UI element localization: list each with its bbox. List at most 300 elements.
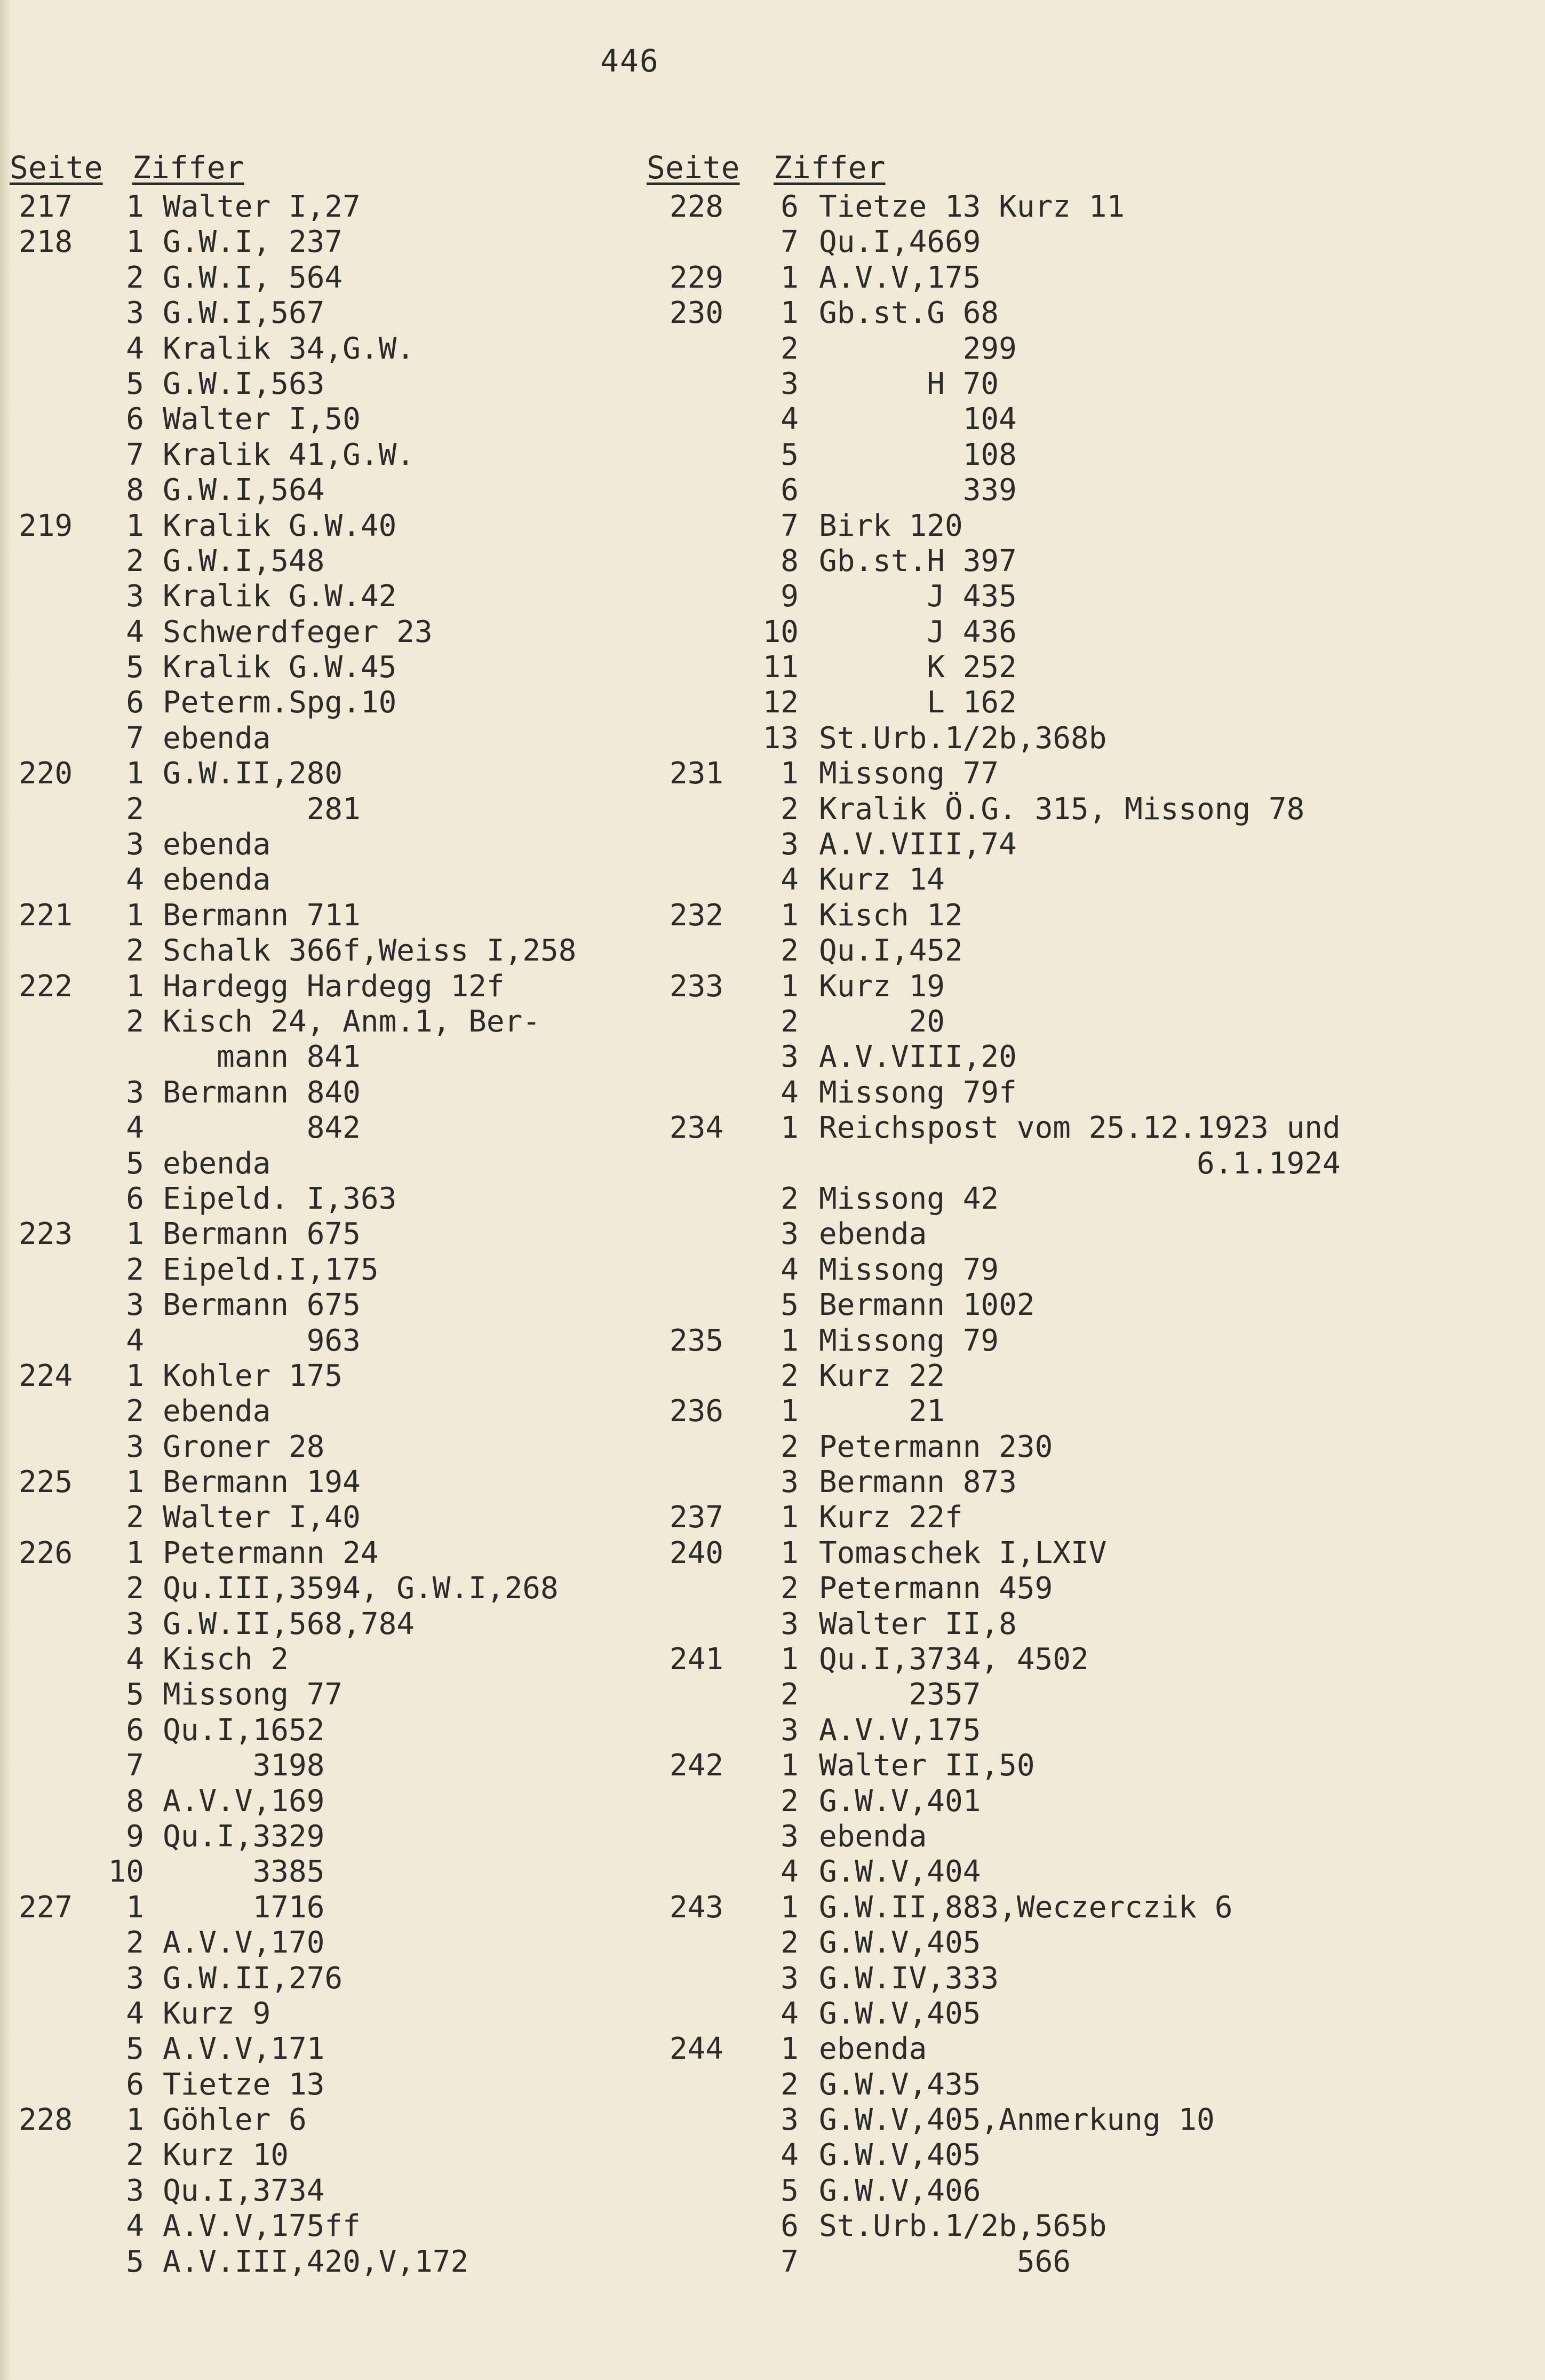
ziffer-number: 3 [781,1040,799,1075]
ziffer-number: 6 [781,473,799,508]
ziffer-number: 1 [126,898,144,933]
reference-text: St.Urb.1/2b,368b [819,720,1107,756]
seite-number: 222 [19,969,73,1004]
reference-text: Bermann 675 [163,1288,361,1323]
ziffer-number: 2 [126,1500,144,1535]
ziffer-number: 5 [781,1288,799,1323]
ziffer-number: 5 [126,1677,144,1712]
reference-text: Missong 77 [163,1677,343,1712]
ziffer-number: 10 [762,614,799,649]
ziffer-number: 2 [126,933,144,969]
reference-text: Bermann 873 [819,1465,1017,1500]
index-row [640,615,1542,650]
index-row [640,1961,1542,1996]
reference-text: 104 [819,402,1017,437]
index-row [640,1819,1542,1854]
index-row [0,2103,651,2138]
ziffer-number: 8 [126,473,144,508]
ziffer-number: 2 [126,1394,144,1429]
ziffer-number: 2 [781,1181,799,1216]
index-row [0,792,651,827]
index-row [640,1854,1542,1890]
seite-number: 227 [19,1890,73,1925]
index-row [0,1536,651,1571]
reference-text: Qu.I,3329 [163,1819,325,1854]
index-row [0,898,651,933]
reference-text: Qu.I,4669 [819,225,981,260]
reference-text: A.V.VIII,74 [819,827,1017,862]
reference-text: G.W.II,276 [163,1961,343,1996]
ziffer-number: 3 [781,1961,799,1996]
reference-text: Kurz 22f [819,1500,963,1535]
index-row [0,1642,651,1677]
ziffer-number: 2 [781,1925,799,1961]
ziffer-number: 2 [781,2067,799,2102]
index-row [0,933,651,969]
reference-text: A.V.V,175 [819,1712,981,1748]
left-seite-header: Seite [10,149,103,186]
ziffer-number: 5 [126,650,144,685]
ziffer-number: 4 [126,331,144,366]
reference-text: G.W.I,567 [163,296,325,331]
ziffer-number: 1 [126,1465,144,1500]
reference-text: G.W.I, 237 [163,225,343,260]
reference-text: ebenda [163,1146,271,1181]
index-row [640,1607,1542,1642]
seite-number: 241 [670,1642,724,1677]
reference-text: Hardegg Hardegg 12f [163,969,505,1004]
ziffer-number: 2 [126,2138,144,2173]
reference-text: Missong 79f [819,1075,1017,1110]
reference-text: Kisch 24, Anm.1, Ber- [163,1004,541,1039]
reference-text: Kralik G.W.42 [163,579,397,614]
reference-text: Eipeld.I,175 [163,1252,379,1287]
ziffer-number: 1 [126,1217,144,1252]
index-row [0,1040,651,1075]
ziffer-number: 1 [126,969,144,1004]
seite-number: 242 [670,1748,724,1783]
index-row [640,2032,1542,2067]
reference-text: Peterm.Spg.10 [163,685,397,720]
index-row [640,1500,1542,1535]
seite-number: 225 [19,1465,73,1500]
reference-text: G.W.V,405 [819,1925,981,1961]
index-row [640,1677,1542,1712]
reference-text: Groner 28 [163,1429,325,1464]
reference-text: Bermann 675 [163,1217,361,1252]
reference-text: ebenda [163,827,271,862]
ziffer-number: 4 [781,402,799,437]
ziffer-number: 1 [781,1890,799,1925]
index-row [640,969,1542,1004]
ziffer-number: 5 [126,366,144,401]
index-row [0,1571,651,1606]
reference-text: Kohler 175 [163,1358,343,1393]
seite-number: 226 [19,1535,73,1570]
index-row [640,260,1542,296]
reference-text: G.W.IV,333 [819,1961,999,1996]
seite-number: 234 [670,1110,724,1146]
index-row [640,1996,1542,2032]
index-row [0,1500,651,1535]
ziffer-number: 11 [762,650,799,685]
ziffer-number: 2 [781,1004,799,1039]
ziffer-number: 2 [126,791,144,827]
reference-text: G.W.V,404 [819,1854,981,1890]
ziffer-number: 3 [781,1712,799,1748]
ziffer-number: 9 [126,1819,144,1854]
seite-number: 231 [670,756,724,791]
ziffer-number: 9 [781,579,799,614]
index-row [640,2138,1542,2173]
index-row [640,2067,1542,2103]
index-row [640,1430,1542,1465]
ziffer-number: 6 [126,1712,144,1748]
ziffer-number: 3 [126,827,144,862]
ziffer-number: 5 [781,2173,799,2208]
ziffer-number: 4 [781,1854,799,1890]
index-row [0,1854,651,1890]
index-row [0,1394,651,1429]
ziffer-number: 2 [126,543,144,578]
index-row [0,862,651,898]
ziffer-number: 2 [781,1783,799,1819]
reference-text: 6.1.1924 [819,1146,1341,1181]
index-row [640,1110,1542,1146]
seite-number: 233 [670,969,724,1004]
index-row [640,1571,1542,1606]
reference-text: G.W.II,568,784 [163,1606,415,1641]
ziffer-number: 5 [126,2244,144,2279]
index-row [0,473,651,508]
index-row [0,685,651,720]
reference-text: 566 [819,2244,1071,2279]
ziffer-number: 3 [781,827,799,862]
reference-text: ebenda [163,1394,271,1429]
reference-text: Kralik 41,G.W. [163,437,415,472]
reference-text: Reichspost vom 25.12.1923 und [819,1110,1341,1146]
reference-text: A.V.V,171 [163,2032,325,2067]
index-row [640,650,1542,685]
reference-text: Kurz 9 [163,1996,271,2031]
index-row [0,650,651,685]
index-row [640,1713,1542,1748]
reference-text: Göhler 6 [163,2103,307,2138]
index-row [0,1784,651,1819]
index-row [0,2032,651,2067]
index-row [640,756,1542,791]
ziffer-number: 6 [781,2209,799,2244]
ziffer-number: 6 [126,1181,144,1216]
ziffer-number: 4 [781,862,799,898]
ziffer-number: 1 [781,898,799,933]
ziffer-number: 1 [781,1323,799,1358]
ziffer-number: 2 [126,1252,144,1287]
reference-text: J 435 [819,579,1017,614]
index-row [640,509,1542,544]
index-row [0,969,651,1004]
reference-text: Tomaschek I,LXIV [819,1535,1107,1570]
ziffer-number: 7 [781,225,799,260]
seite-number: 219 [19,508,73,543]
index-row [640,1075,1542,1110]
ziffer-number: 4 [126,1323,144,1358]
index-row [640,862,1542,898]
index-row [0,1819,651,1854]
reference-text: Petermann 230 [819,1429,1053,1464]
reference-text: G.W.I,563 [163,366,325,401]
index-row [640,1146,1542,1181]
index-row [640,225,1542,260]
ziffer-number: 1 [781,260,799,295]
reference-text: Kisch 2 [163,1642,289,1677]
index-row [640,685,1542,720]
index-row [640,367,1542,402]
ziffer-number: 1 [781,756,799,791]
ziffer-number: 1 [781,1110,799,1146]
index-row [0,189,651,225]
index-row [640,1465,1542,1500]
reference-text: 299 [819,331,1017,366]
ziffer-number: 1 [781,969,799,1004]
left-index-column [0,189,651,2280]
index-row [640,1323,1542,1359]
index-row [640,1784,1542,1819]
reference-text: A.V.V,169 [163,1783,325,1819]
ziffer-number: 1 [126,1890,144,1925]
index-row [640,1394,1542,1429]
index-row [640,473,1542,508]
index-row [0,1217,651,1252]
reference-text: Qu.I,3734, 4502 [819,1642,1089,1677]
ziffer-number: 1 [126,225,144,260]
reference-text: Walter II,8 [819,1606,1017,1641]
ziffer-number: 7 [781,2244,799,2279]
index-row [0,1607,651,1642]
index-row [0,1748,651,1783]
index-row [0,2173,651,2209]
index-row [640,1252,1542,1288]
reference-text: G.W.V,435 [819,2067,981,2102]
ziffer-number: 7 [126,1748,144,1783]
index-row [640,402,1542,437]
reference-text: Walter I,50 [163,402,361,437]
ziffer-number: 1 [781,1394,799,1429]
index-row [0,1288,651,1323]
index-row [640,2209,1542,2244]
reference-text: G.W.V,405 [819,2138,981,2173]
reference-text: G.W.II,883,Weczerczik 6 [819,1890,1233,1925]
index-row [0,1465,651,1500]
reference-text: 339 [819,473,1017,508]
index-row [0,1181,651,1217]
index-row [640,1181,1542,1217]
seite-number: 217 [19,189,73,224]
index-row [0,331,651,367]
reference-text: Birk 120 [819,508,963,543]
reference-text: Walter I,27 [163,189,361,224]
reference-text: K 252 [819,650,1017,685]
index-row [640,721,1542,756]
reference-text: Kurz 10 [163,2138,289,2173]
ziffer-number: 1 [126,189,144,224]
reference-text: Bermann 711 [163,898,361,933]
ziffer-number: 3 [126,1961,144,1996]
index-row [0,367,651,402]
page-number: 446 [600,43,659,79]
seite-number: 220 [19,756,73,791]
ziffer-number: 4 [781,2138,799,2173]
index-row [640,544,1542,579]
reference-text: A.V.V,175ff [163,2209,361,2244]
ziffer-number: 13 [762,720,799,756]
reference-text: A.V.III,420,V,172 [163,2244,469,2279]
index-row [0,260,651,296]
reference-text: 21 [819,1394,945,1429]
seite-number: 230 [670,296,724,331]
reference-text: 108 [819,437,1017,472]
index-row [640,827,1542,862]
index-row [0,296,651,331]
ziffer-number: 3 [781,1819,799,1854]
reference-text: A.V.V,175 [819,260,981,295]
reference-text: Tietze 13 Kurz 11 [819,189,1125,224]
reference-text: 2357 [819,1677,981,1712]
reference-text: G.W.V,405 [819,1996,981,2031]
seite-number: 236 [670,1394,724,1429]
reference-text: Kurz 22 [819,1358,945,1393]
ziffer-number: 4 [126,1996,144,2031]
reference-text: ebenda [819,1819,927,1854]
reference-text: G.W.II,280 [163,756,343,791]
ziffer-number: 1 [126,1535,144,1570]
reference-text: J 436 [819,614,1017,649]
reference-text: Gb.st.G 68 [819,296,999,331]
ziffer-number: 2 [781,1677,799,1712]
index-row [0,615,651,650]
index-row [0,1996,651,2032]
ziffer-number: 6 [126,2067,144,2102]
ziffer-number: 1 [781,1500,799,1535]
ziffer-number: 3 [126,1606,144,1641]
index-row [640,579,1542,614]
ziffer-number: 3 [126,579,144,614]
ziffer-number: 8 [781,543,799,578]
seite-number: 235 [670,1323,724,1358]
reference-text: ebenda [819,1217,927,1252]
ziffer-number: 2 [781,1358,799,1393]
right-seite-header: Seite [647,149,740,186]
ziffer-number: 3 [126,2173,144,2208]
index-row [0,1890,651,1925]
index-row [0,756,651,791]
seite-number: 244 [670,2032,724,2067]
index-row [0,1359,651,1394]
reference-text: Qu.I,3734 [163,2173,325,2208]
ziffer-number: 3 [126,1075,144,1110]
reference-text: Missong 79 [819,1252,999,1287]
index-row [0,225,651,260]
index-row [640,331,1542,367]
ziffer-number: 1 [781,1535,799,1570]
seite-number: 223 [19,1217,73,1252]
ziffer-number: 7 [126,437,144,472]
reference-text: Missong 42 [819,1181,999,1216]
reference-text: L 162 [819,685,1017,720]
ziffer-number: 2 [781,331,799,366]
reference-text: Schwerdfeger 23 [163,614,433,649]
ziffer-number: 2 [781,1571,799,1606]
ziffer-number: 4 [126,1110,144,1146]
reference-text: G.W.I, 564 [163,260,343,295]
ziffer-number: 6 [126,402,144,437]
reference-text: Kralik 34,G.W. [163,331,415,366]
index-row [0,1110,651,1146]
reference-text: Missong 79 [819,1323,999,1358]
index-row [0,1677,651,1712]
reference-text: 3385 [163,1854,325,1890]
reference-text: Schalk 366f,Weiss I,258 [163,933,577,969]
left-ziffer-header: Ziffer [132,149,244,186]
index-row [0,1961,651,1996]
seite-number: 228 [19,2103,73,2138]
ziffer-number: 2 [126,1571,144,1606]
ziffer-number: 1 [781,2032,799,2067]
ziffer-number: 3 [126,1429,144,1464]
index-row [640,2244,1542,2280]
reference-text: 963 [163,1323,361,1358]
reference-text: Walter II,50 [819,1748,1035,1783]
ziffer-number: 2 [126,260,144,295]
reference-text: Bermann 194 [163,1465,361,1500]
reference-text: Bermann 840 [163,1075,361,1110]
reference-text: Qu.III,3594, G.W.I,268 [163,1571,559,1606]
ziffer-number: 2 [126,1004,144,1039]
reference-text: Kisch 12 [819,898,963,933]
index-row [640,1288,1542,1323]
index-row [640,1536,1542,1571]
index-row [640,898,1542,933]
ziffer-number: 3 [781,1606,799,1641]
reference-text: ebenda [163,720,271,756]
reference-text: ebenda [163,862,271,898]
reference-text: Walter I,40 [163,1500,361,1535]
index-row [0,1075,651,1110]
ziffer-number: 1 [126,756,144,791]
reference-text: Petermann 459 [819,1571,1053,1606]
index-row [640,792,1542,827]
index-row [0,402,651,437]
index-row [0,438,651,473]
reference-text: 20 [819,1004,945,1039]
right-index-column [640,189,1542,2280]
reference-text: G.W.V,405,Anmerkung 10 [819,2103,1215,2138]
index-row [0,1713,651,1748]
index-row [0,1430,651,1465]
reference-text: Eipeld. I,363 [163,1181,397,1216]
ziffer-number: 8 [126,1783,144,1819]
ziffer-number: 4 [781,1075,799,1110]
index-row [640,1004,1542,1040]
ziffer-number: 1 [126,508,144,543]
index-row [0,1004,651,1040]
reference-text: H 70 [819,366,999,401]
index-row [0,2209,651,2244]
reference-text: Kralik G.W.40 [163,508,397,543]
ziffer-number: 2 [781,1429,799,1464]
ziffer-number: 10 [108,1854,144,1890]
seite-number: 218 [19,225,73,260]
